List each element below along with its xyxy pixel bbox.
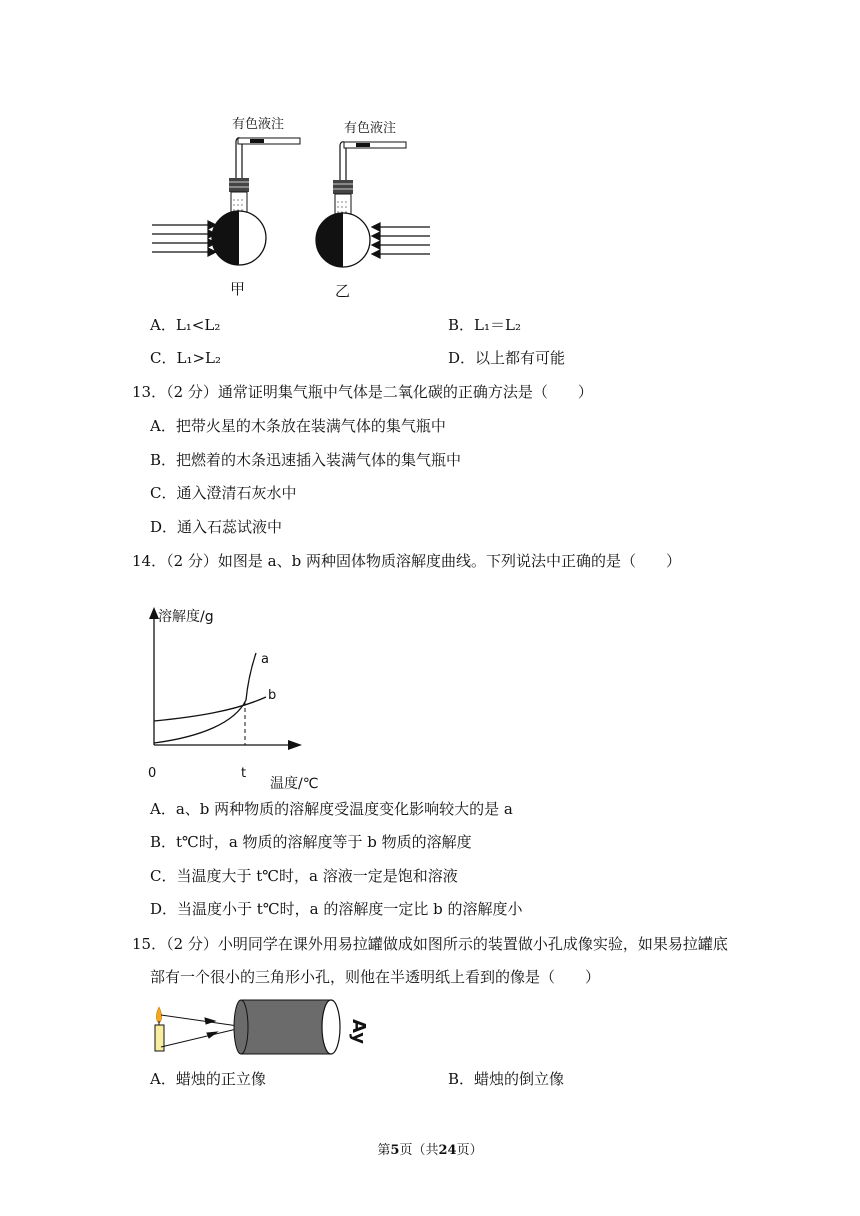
footer-prefix: 第 [377, 1143, 391, 1158]
q12-flask-figure [140, 108, 440, 308]
q15-option-b: B．蜡烛的倒立像 [448, 1070, 565, 1088]
footer-total-pages: 24 [438, 1143, 457, 1158]
q14-option-c: C．当温度大于 t℃时，a 溶液一定是饱和溶液 [150, 867, 458, 885]
label-colored-liquid-right: 有色液注 [344, 121, 397, 136]
can [234, 1000, 340, 1054]
q13-stem: 13．（2 分）通常证明集气瓶中气体是二氧化碳的正确方法是（ ） [132, 383, 593, 401]
q12-option-a: A．L₁<L₂ [150, 316, 221, 334]
q14-option-d: D．当温度小于 t℃时，a 的溶解度一定比 b 的溶解度小 [150, 900, 523, 918]
caption-jia: 甲 [230, 280, 246, 298]
series-label-a: a [261, 652, 269, 667]
flask-yi [316, 120, 430, 300]
footer-page-number: 5 [390, 1143, 400, 1158]
q12-option-d: D．以上都有可能 [448, 349, 566, 367]
q14-option-b: B．t℃时，a 物质的溶解度等于 b 物质的溶解度 [150, 833, 472, 851]
q12-option-c: C．L₁>L₂ [150, 349, 221, 367]
origin-label: 0 [148, 766, 157, 781]
x-axis-label: 温度/℃ [270, 776, 319, 792]
q15-stem-line1: 15．（2 分）小明同学在课外用易拉罐做成如图所示的装置做小孔成像实验，如果易拉罐底 [132, 935, 728, 953]
q13-option-a: A．把带火星的木条放在装满气体的集气瓶中 [150, 417, 446, 435]
caption-yi: 乙 [335, 282, 351, 300]
footer-middle: 页（共 [399, 1143, 439, 1158]
page-footer [0, 1139, 860, 1158]
footer-suffix: 页） [456, 1143, 483, 1158]
curve-a [154, 653, 256, 743]
image-symbol [348, 1019, 369, 1044]
q14-solubility-chart [140, 605, 340, 797]
q13-option-d: D．通入石蕊试液中 [150, 518, 283, 536]
svg-text:Ay: Ay [348, 1019, 369, 1045]
curve-b [154, 697, 266, 721]
label-colored-liquid-left: 有色液注 [232, 117, 285, 132]
q14-option-a: A．a、b 两种物质的溶解度受温度变化影响较大的是 a [150, 800, 513, 818]
x-marker-t: t [241, 766, 247, 781]
x-axis-arrow [288, 740, 302, 750]
q15-stem-line2: 部有一个很小的三角形小孔，则他在半透明纸上看到的像是（ ） [150, 968, 601, 986]
q13-option-b: B．把燃着的木条迅速插入装满气体的集气瓶中 [150, 451, 462, 469]
q13-option-c: C．通入澄清石灰水中 [150, 484, 297, 502]
candle [155, 1007, 164, 1051]
q14-stem: 14．（2 分）如图是 a、b 两种固体物质溶解度曲线。下列说法中正确的是（ ） [132, 552, 681, 570]
flask-jia [152, 116, 300, 298]
q15-option-a: A．蜡烛的正立像 [150, 1070, 266, 1088]
series-label-b: b [268, 688, 277, 703]
y-axis-label: 溶解度/g [158, 609, 214, 625]
q12-option-b: B．L₁＝L₂ [448, 316, 521, 334]
q15-pinhole-figure [145, 995, 385, 1065]
